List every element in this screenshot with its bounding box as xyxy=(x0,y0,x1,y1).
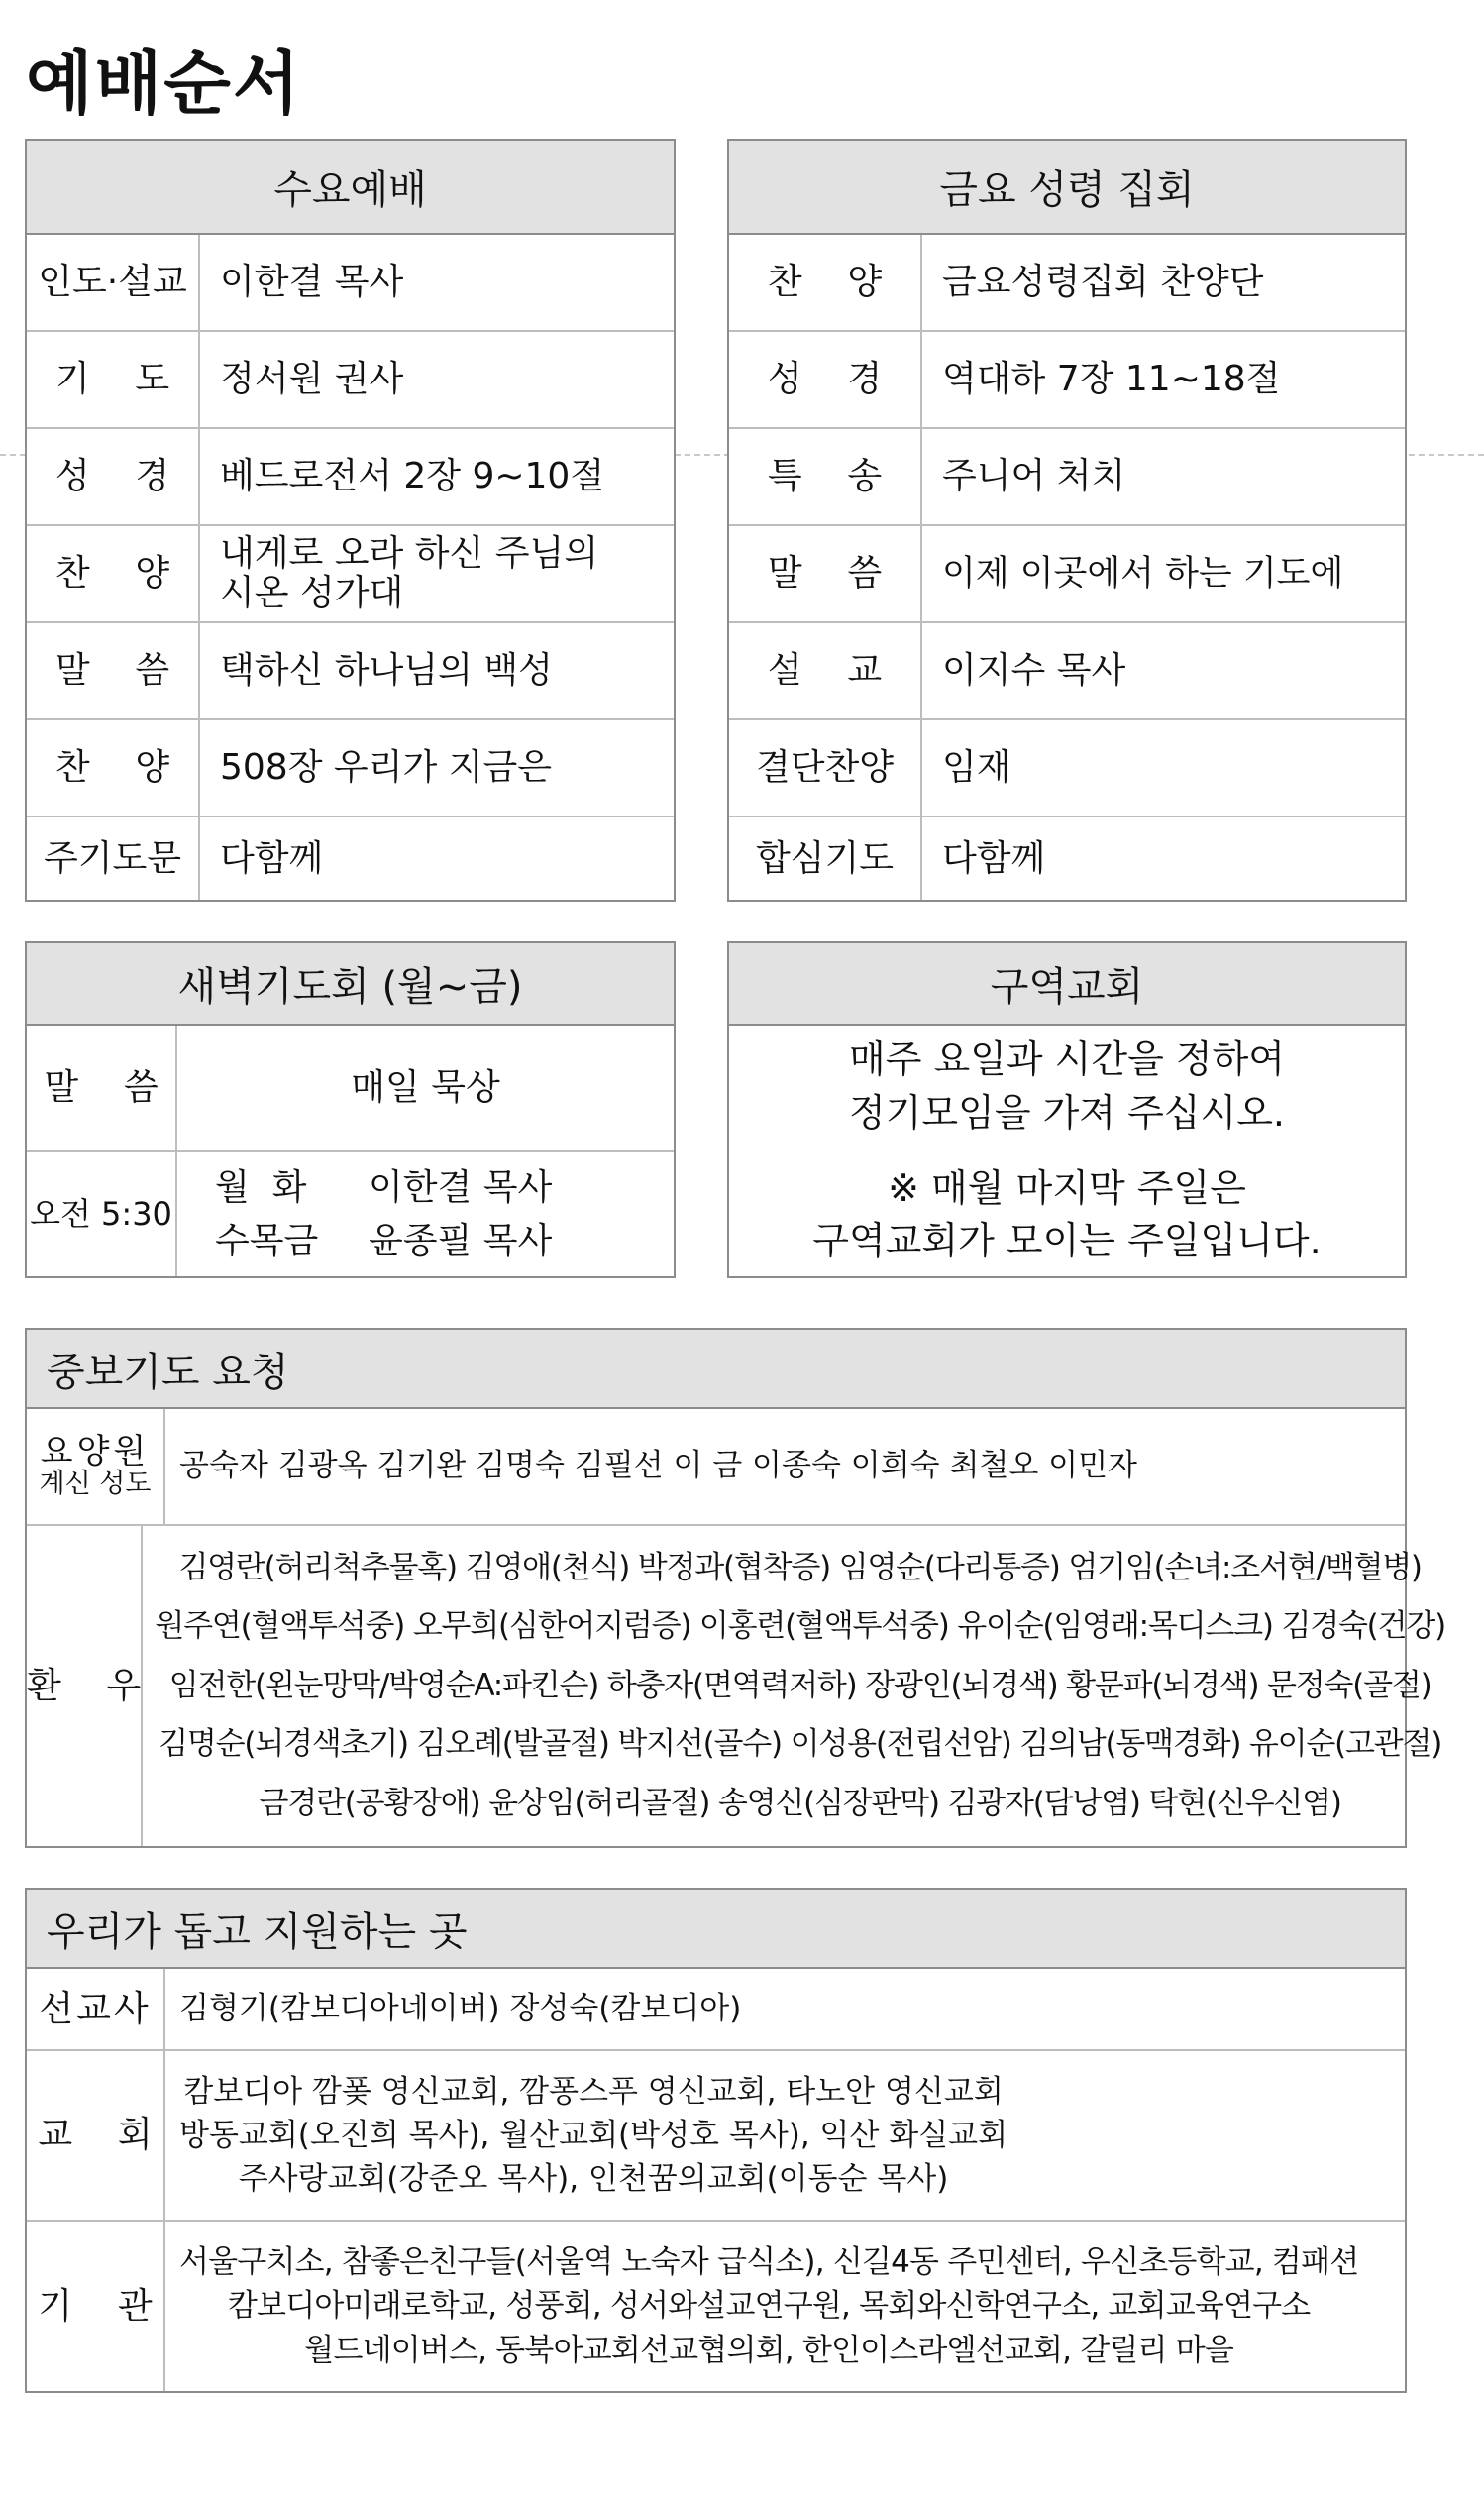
row-label: 찬 양 xyxy=(27,720,200,816)
row-label: 찬 양 xyxy=(27,526,200,621)
row-value: 이지수 목사 xyxy=(942,650,1126,692)
dawn-time-row xyxy=(27,1152,674,1276)
service-row xyxy=(729,332,1405,429)
wednesday-service-table xyxy=(25,139,676,902)
nursing-label-top: 요양원 xyxy=(40,1431,151,1471)
row-label: 특 송 xyxy=(729,429,922,524)
notice-line: 정기모임을 가져 주십시오. xyxy=(848,1090,1286,1135)
patients-line: 금경란(공황장애) 윤상임(허리골절) 송영신(심장판막) 김광자(담낭염) 탁현(신우신염) xyxy=(259,1785,1341,1821)
service-row xyxy=(27,623,674,720)
row-value: 택하신 하나님의 백성 xyxy=(220,650,553,692)
row-label: 성 경 xyxy=(27,429,200,524)
organization-list xyxy=(165,2222,1358,2391)
organization-line: 월드네이버스, 동북아교회선교협의회, 한인이스라엘선교회, 갈릴리 마을 xyxy=(304,2332,1234,2368)
row-value: 다함께 xyxy=(942,837,1046,879)
dawn-days: 월 화 xyxy=(215,1166,307,1208)
friday-service-header: 금요 성령 집회 xyxy=(729,141,1405,235)
district-church-header: 구역교회 xyxy=(729,943,1405,1026)
patients-line: 원주연(혈액투석중) 오무희(심한어지럼증) 이홍련(혈액투석중) 유이순(임영래:목디스크) 김경숙(건강) xyxy=(155,1608,1445,1645)
organization-line: 서울구치소, 참좋은친구들(서울역 노숙자 급식소), 신길4동 주민센터, 우신초등학교, 컴패션 xyxy=(179,2244,1359,2281)
row-label: 말 씀 xyxy=(729,526,922,621)
district-notice xyxy=(729,1026,1405,1276)
row-value: 주니어 처치 xyxy=(942,456,1126,497)
row-label: 말 씀 xyxy=(27,1026,177,1150)
row-label: 설 교 xyxy=(729,623,922,718)
row-value: 다함께 xyxy=(220,837,324,879)
row-label: 합심기도 xyxy=(729,817,922,900)
row-value: 이한결 목사 xyxy=(220,262,404,303)
missionary-value: 김형기(캄보디아네이버) 장성숙(캄보디아) xyxy=(179,1990,742,2026)
row-value: 이제 이곳에서 하는 기도에 xyxy=(942,553,1344,594)
row-value: 금요성령집회 찬양단 xyxy=(942,262,1264,303)
notice-line: ※ 매월 마지막 주일은 xyxy=(888,1165,1246,1210)
service-row xyxy=(729,429,1405,526)
row-value: 임재 xyxy=(942,747,1011,789)
row-label: 인도·설교 xyxy=(27,235,200,330)
row-value: 베드로전서 2장 9~10절 xyxy=(220,456,605,497)
district-church-box xyxy=(727,941,1407,1278)
patients-list xyxy=(143,1526,1445,1846)
notice-line: 구역교회가 모이는 주일입니다. xyxy=(812,1219,1322,1263)
dawn-leader-name: 이한결 목사 xyxy=(369,1166,553,1208)
dawn-time-label: 오전 5:30 xyxy=(27,1152,177,1276)
service-row xyxy=(729,817,1405,900)
patients-line: 김명순(뇌경색초기) 김오례(발골절) 박지선(골수) 이성용(전립선암) 김의남(동맥경화) 유이순(고관절) xyxy=(159,1726,1442,1763)
service-row xyxy=(729,623,1405,720)
row-value: 508장 우리가 지금은 xyxy=(220,747,553,789)
dawn-prayer-table xyxy=(25,941,676,1278)
row-label: 성 경 xyxy=(729,332,922,427)
dawn-sermon-value: 매일 묵상 xyxy=(351,1067,500,1109)
patients-line: 임전한(왼눈망막/박영순A:파킨슨) 하충자(면역력저하) 장광인(뇌경색) 황문파(뇌경색) 문정숙(골절) xyxy=(168,1667,1431,1703)
row-label: 결단찬양 xyxy=(729,720,922,816)
nursing-home-value: 공숙자 김광옥 김기완 김명숙 김필선 이 금 이종숙 이희숙 최철오 이민자 xyxy=(179,1448,1137,1484)
service-row xyxy=(27,332,674,429)
dawn-leader-line xyxy=(215,1161,552,1215)
missionary-label: 선교사 xyxy=(27,1969,165,2049)
dawn-leaders xyxy=(177,1152,552,1276)
dawn-days: 수목금 xyxy=(215,1220,319,1261)
dawn-prayer-header: 새벽기도회 (월~금) xyxy=(27,943,674,1026)
service-row xyxy=(729,720,1405,817)
organization-line: 캄보디아미래로학교, 성풍회, 성서와설교연구원, 목회와신학연구소, 교회교육연구소 xyxy=(227,2288,1311,2325)
row-label: 말 씀 xyxy=(27,623,200,718)
wednesday-service-header: 수요예배 xyxy=(27,141,674,235)
intercession-header: 중보기도 요청 xyxy=(27,1330,1405,1409)
service-row xyxy=(27,526,674,623)
row-value: 역대하 7장 11~18절 xyxy=(942,359,1281,400)
dawn-sermon-row xyxy=(27,1026,674,1152)
service-row xyxy=(27,817,674,900)
row-label: 찬 양 xyxy=(729,235,922,330)
row-label: 기 도 xyxy=(27,332,200,427)
row-value: 정서원 권사 xyxy=(220,359,404,400)
nursing-home-label xyxy=(27,1409,165,1524)
nursing-label-bottom: 계신 성도 xyxy=(39,1468,152,1499)
church-row xyxy=(27,2051,1405,2222)
patients-row xyxy=(27,1526,1445,1846)
support-header: 우리가 돕고 지원하는 곳 xyxy=(27,1890,1405,1969)
service-row xyxy=(27,720,674,817)
church-line: 주사랑교회(강준오 목사), 인천꿈의교회(이동순 목사) xyxy=(238,2161,949,2197)
church-line: 방동교회(오진희 목사), 월산교회(박성호 목사), 익산 화실교회 xyxy=(179,2117,1008,2153)
service-row xyxy=(27,235,674,332)
organization-row xyxy=(27,2222,1405,2391)
row-value: 내게로 오라 하신 주님의 시온 성가대 xyxy=(220,532,599,613)
patients-label: 환 우 xyxy=(27,1526,143,1846)
dawn-leader-line xyxy=(215,1215,552,1268)
intercession-table xyxy=(25,1328,1445,1848)
service-row xyxy=(729,526,1405,623)
row-label: 주기도문 xyxy=(27,817,200,900)
nursing-home-row xyxy=(27,1409,1405,1526)
service-row xyxy=(27,429,674,526)
missionary-row xyxy=(27,1969,1405,2051)
church-label: 교 회 xyxy=(27,2051,165,2220)
service-row xyxy=(729,235,1405,332)
friday-service-table xyxy=(727,139,1407,902)
church-line: 캄보디아 깜퐂 영신교회, 깜퐁스푸 영신교회, 타노안 영신교회 xyxy=(183,2073,1004,2110)
support-table xyxy=(25,1888,1407,2393)
organization-label: 기 관 xyxy=(27,2222,165,2391)
page-title: 예배순서 xyxy=(26,43,302,124)
church-list xyxy=(165,2051,1007,2220)
notice-line: 매주 요일과 시간을 정하여 xyxy=(848,1036,1286,1081)
dawn-leader-name: 윤종필 목사 xyxy=(369,1220,553,1261)
patients-line: 김영란(허리척추물혹) 김영애(천식) 박정과(협착증) 임영순(다리통증) 엄기임(손녀:조서현/백혈병) xyxy=(178,1549,1422,1585)
